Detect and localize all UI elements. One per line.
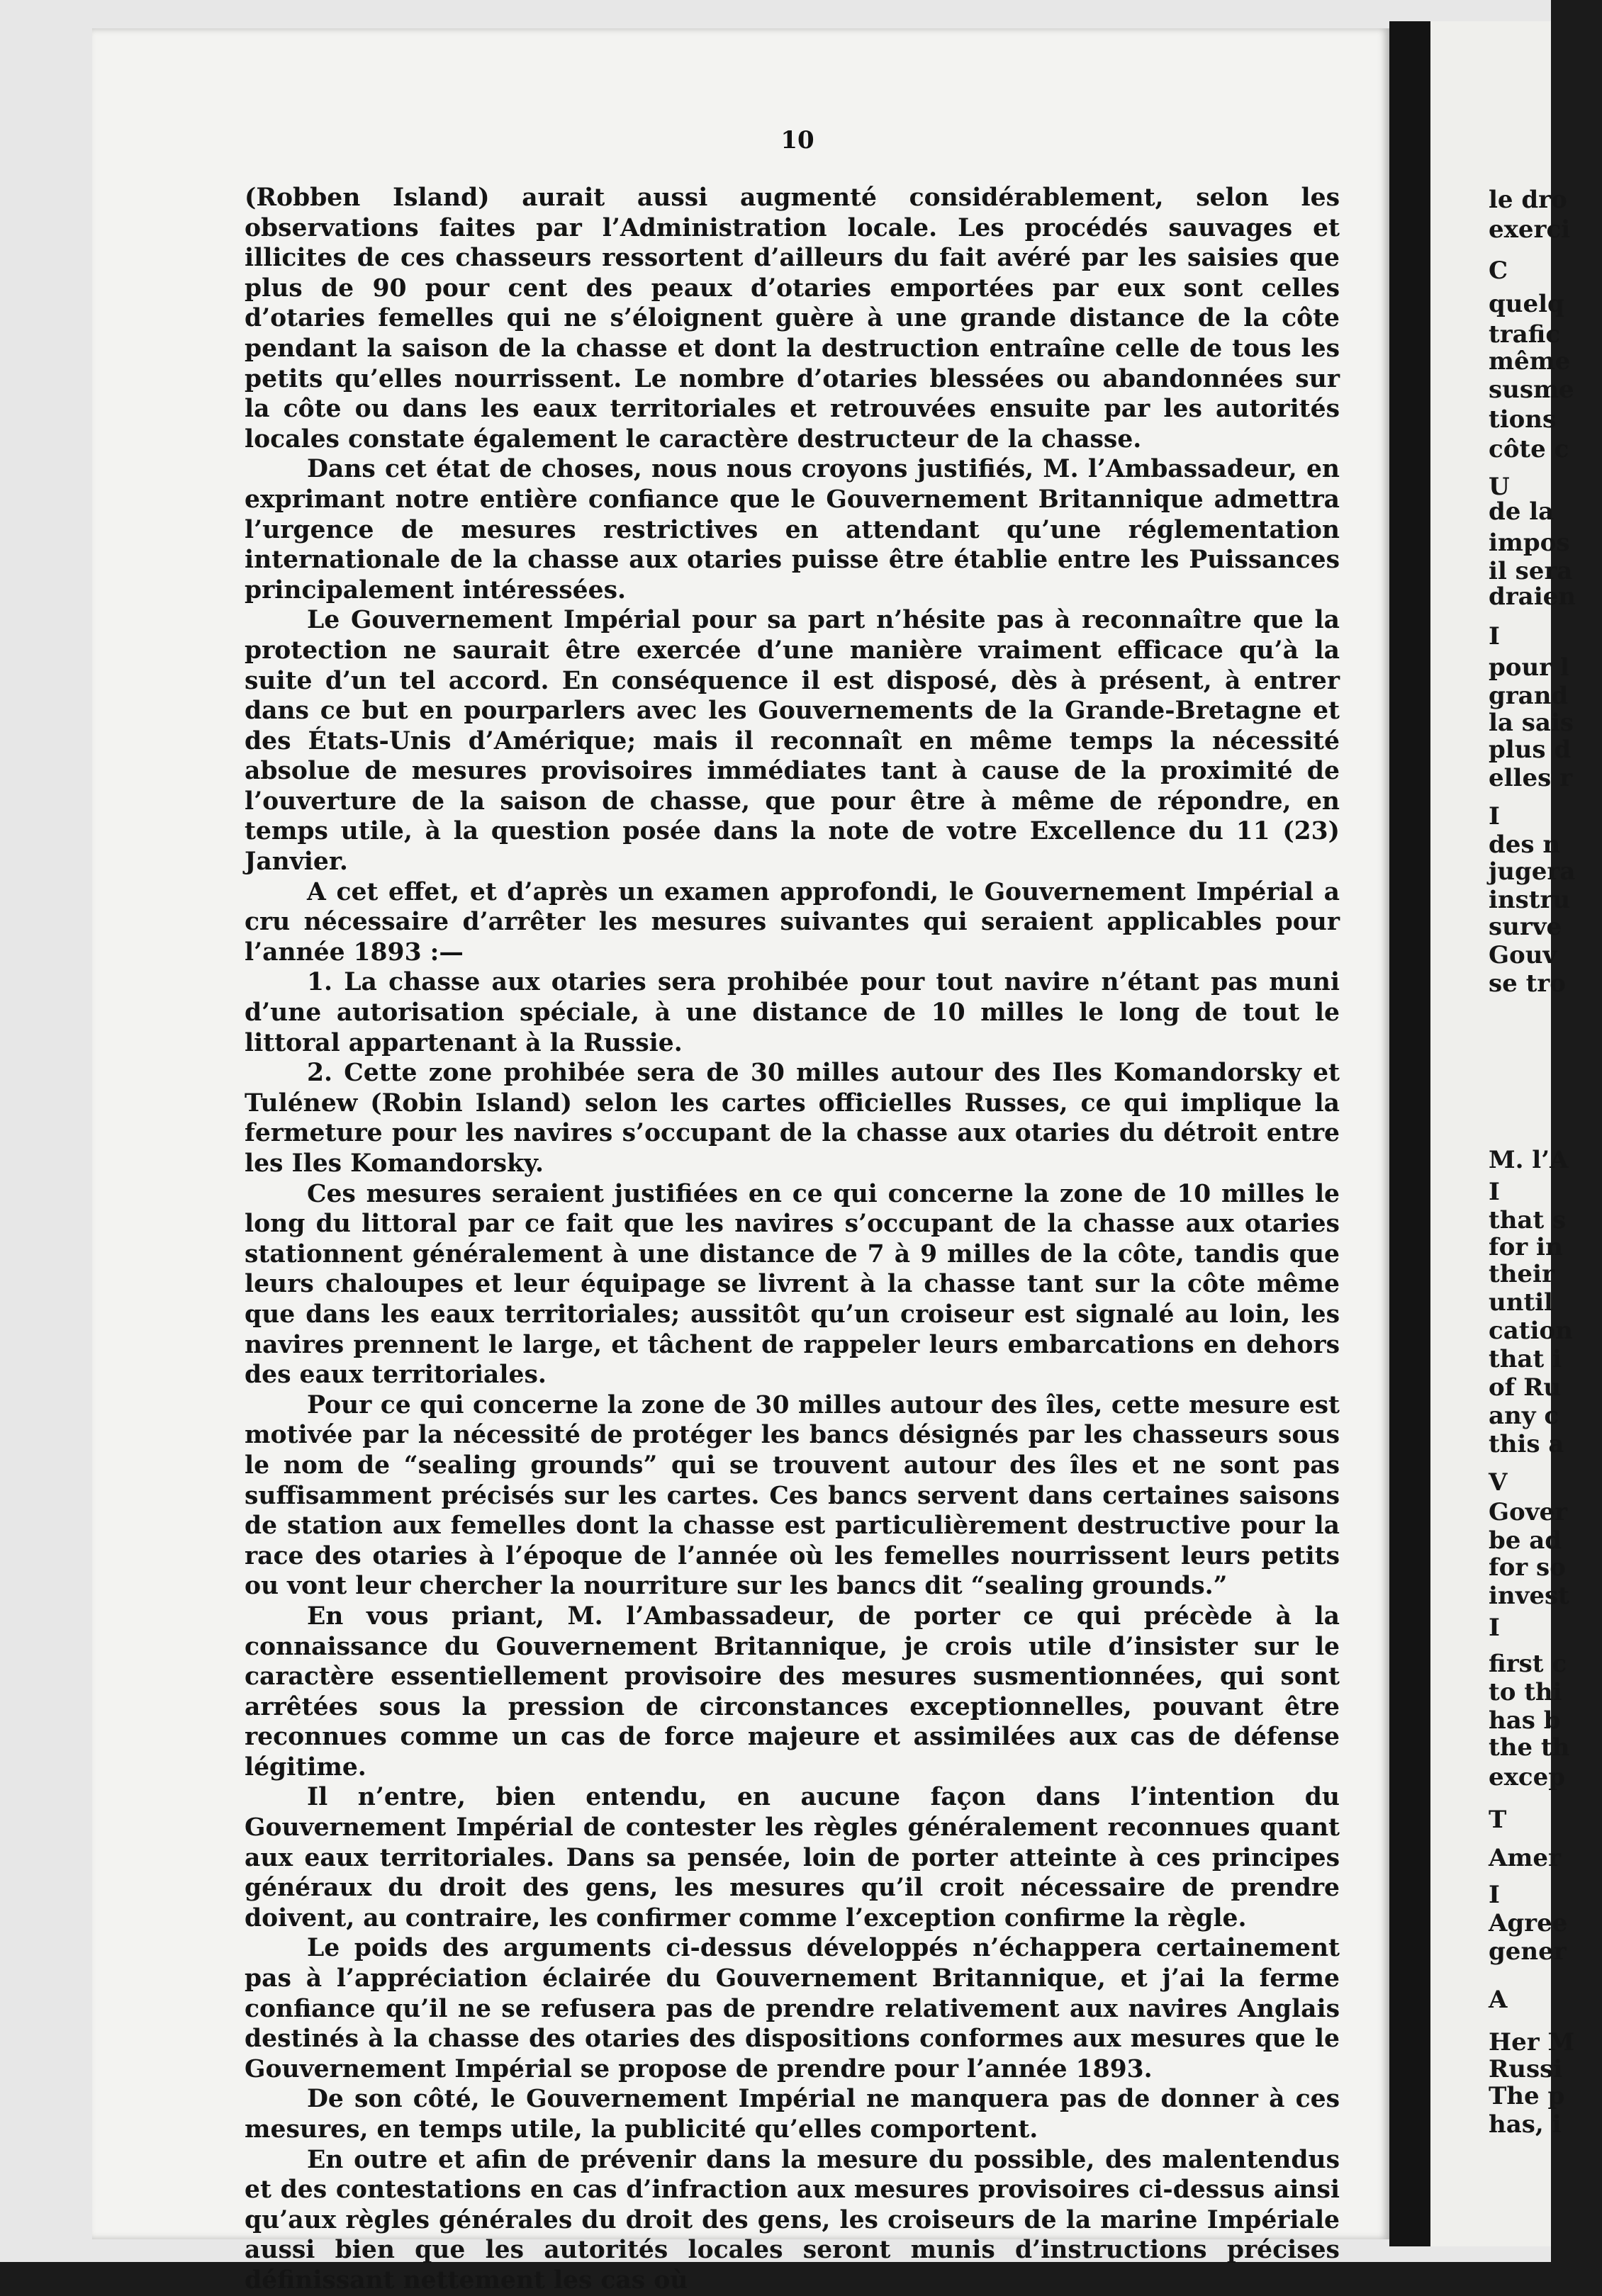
facing-page-fragment: grand [1489, 682, 1569, 710]
paragraph: Le Gouvernement Impérial pour sa part n’hésite pas à reconnaître que la protection ne saurait être exercée d’une manière vraiment efficace qu’à la suite d’un tel accord. En conséquence il est disposé, dès à présent, à entrer dans ce but en pourparlers avec les Gouvernements de la Grande-Bretagne et des États-Unis d’Amérique; mais il reconnaît en même temps la nécessité absolue de mesures provisoires immédiates tant à cause de la proximité de l’ouverture de la saison de chasse, que pour être à même de répondre, en temps utile, à la question posée dans la note de votre Excellence du 11 (23) Janvier. [245, 606, 1340, 877]
facing-page-fragment: invest [1489, 1582, 1569, 1610]
facing-page-fragment: se tro [1489, 969, 1566, 998]
facing-page-fragment: tions [1489, 405, 1557, 434]
facing-page-fragment: I [1489, 1881, 1500, 1909]
facing-page-fragment: pour l [1489, 653, 1569, 682]
facing-page-fragment: exerci [1489, 215, 1571, 244]
paragraph: En outre et afin de prévenir dans la mesure du possible, des malentendus et des contestations en cas d’infraction aux mesures provisoires ci-dessus ainsi qu’aux règles générales du droit des gens, les croiseurs de la marine Impériale aussi bien que les autorités locales seront munis d’instructions précises définissant nettement les cas où [245, 2145, 1340, 2295]
facing-page-fragment: A [1489, 1986, 1508, 2014]
facing-page-fragment: U [1489, 473, 1510, 501]
facing-page-fragment: for so [1489, 1553, 1566, 1582]
facing-page-fragment: même [1489, 347, 1571, 376]
paragraph: 2. Cette zone prohibée sera de 30 milles autour des Iles Komandorsky et Tulénew (Robin Island) selon les cartes officielles Russes, ce qui implique la fermeture pour les navires s’occupant de la chasse aux otaries du détroit entre les Iles Komandorsky. [245, 1059, 1340, 1178]
facing-page-fragment: has b [1489, 1706, 1561, 1735]
paragraph: De son côté, le Gouvernement Impérial ne manquera pas de donner à ces mesures, en temps utile, la publicité qu’elles comportent. [245, 2085, 1340, 2144]
paragraph: (Robben Island) aurait aussi augmenté considérablement, selon les observations faites par l’Administration locale. Les procédés sauvages et illicites de ces chasseurs ressortent d’ailleurs du fait avéré par les saisies que plus de 90 pour cent des peaux d’otaries emportées par eux sont celles d’otaries femelles qui ne s’éloignent guère à une grande distance de la côte pendant la saison de la chasse et dont la destruction entraîne celle de tous les petits qu’elles nourrissent. Le nombre d’otaries blessées ou abandonnées sur la côte ou dans les eaux territoriales et retrouvées ensuite par les autorités locales constate également le caractère destructeur de la chasse. [245, 184, 1340, 454]
facing-page-fragment: I [1489, 802, 1500, 831]
facing-page-fragment: Russi [1489, 2055, 1563, 2083]
facing-page-fragment: Agree [1489, 1909, 1568, 1937]
paragraph: 1. La chasse aux otaries sera prohibée pour tout navire n’étant pas muni d’une autorisation spéciale, à une distance de 10 milles le long de tout le littoral appartenant à la Russie. [245, 968, 1340, 1057]
paragraph: Pour ce qui concerne la zone de 30 milles autour des îles, cette mesure est motivée par la nécessité de protéger les bancs désignés par les chasseurs sous le nom de “sealing grounds” qui se trouvent autour des îles et ne sont pas suffisamment précisés sur les cartes. Ces bancs servent dans certaines saisons de station aux femelles dont la chasse est particulièrement destructive pour la race des otaries à l’époque de l’année où les femelles nourrissent leurs petits ou vont leur chercher la nourriture sur les bancs dit “sealing grounds.” [245, 1390, 1340, 1601]
facing-page-fragment: le dro [1489, 186, 1567, 214]
paragraph: A cet effet, et d’après un examen approfondi, le Gouvernement Impérial a cru nécessaire d’arrêter les mesures suivantes qui seraient applicables pour l’année 1893 :— [245, 877, 1340, 967]
facing-page-fragment: I [1489, 1178, 1500, 1206]
book-gutter [1389, 21, 1430, 2246]
facing-page-fragment: that s [1489, 1206, 1567, 1234]
facing-page-fragment: The p [1489, 2082, 1565, 2110]
facing-page-fragment: jugera [1489, 857, 1576, 886]
facing-page-fragment: that i [1489, 1345, 1562, 1373]
facing-page-fragment: I [1489, 622, 1500, 651]
facing-page-fragment: des n [1489, 831, 1561, 859]
facing-page-fragment: trafic [1489, 320, 1561, 349]
page-number: 10 [780, 126, 814, 154]
facing-page-fragment: this a [1489, 1430, 1564, 1458]
facing-page-fragment: gener [1489, 1937, 1567, 1966]
facing-page-fragment: C [1489, 257, 1508, 285]
paragraph: Le poids des arguments ci-dessus développés n’échappera certainement pas à l’appréciation éclairée du Gouvernement Britannique, et j’ai la ferme confiance qu’il ne se refusera pas de prendre relativement aux navires Anglais destinés à la chasse des otaries des dispositions conformes aux mesures que le Gouvernement Impérial se propose de prendre pour l’année 1893. [245, 1934, 1340, 2083]
paragraph: Dans cet état de choses, nous nous croyons justifiés, M. l’Ambassadeur, en exprimant notre entière confiance que le Gouvernement Britannique admettra l’urgence de mesures restrictives en attendant qu’une réglementation internationale de la chasse aux otaries puisse être établie entre les Puissances principalement intéressées. [245, 455, 1340, 604]
facing-page-fragment: their [1489, 1260, 1555, 1288]
facing-page-fragment: instru [1489, 886, 1571, 914]
facing-page-fragment: any c [1489, 1402, 1559, 1430]
facing-page-fragment: draien [1489, 583, 1576, 611]
facing-page-fragment: I [1489, 1614, 1500, 1642]
facing-page-fragment: Gouv [1489, 941, 1557, 969]
facing-page-fragment: quelq [1489, 290, 1564, 318]
document-body [245, 183, 1340, 2296]
facing-page-fragment: for in [1489, 1233, 1563, 1261]
facing-page-fragment: V [1489, 1468, 1508, 1497]
facing-page-fragment: cation [1489, 1317, 1573, 1345]
facing-page-fragment: elles r [1489, 764, 1572, 792]
facing-page-fragment: to thi [1489, 1678, 1562, 1706]
facing-page-fragment: il sera [1489, 557, 1573, 585]
facing-page-fragment: be ad [1489, 1526, 1562, 1555]
facing-page-fragment: la sais [1489, 709, 1574, 737]
facing-page-fragment: first c [1489, 1650, 1567, 1678]
facing-page-fragment: has, i [1489, 2110, 1562, 2139]
facing-page-fragment: surve [1489, 913, 1562, 941]
facing-page-fragment: Gover [1489, 1498, 1568, 1526]
paragraph: Ces mesures seraient justifiées en ce qui concerne la zone de 10 milles le long du littoral par ce fait que les navires s’occupant de la chasse aux otaries stationnent généralement à une distance de 7 à 9 milles de la côte, tandis que leurs chaloupes et leur équipage se livrent à la chasse tant sur la côte même que dans les eaux territoriales; aussitôt qu’un croiseur est signalé au loin, les navires prennent le large, et tâchent de rappeler leurs embarcations en dehors des eaux territoriales. [245, 1179, 1340, 1390]
paragraph: En vous priant, M. l’Ambassadeur, de porter ce qui précède à la connaissance du Gouvernement Britannique, je crois utile d’insister sur le caractère essentiellement provisoire des mesures susmentionnées, qui sont arrêtées sous la pression de circonstances exceptionnelles, pouvant être reconnues comme un cas de force majeure et assimilées aux cas de défense légitime. [245, 1602, 1340, 1782]
facing-page-fragment: excep [1489, 1763, 1566, 1791]
paragraph: Il n’entre, bien entendu, en aucune façon dans l’intention du Gouvernement Impérial de contester les règles généralement reconnues quant aux eaux territoriales. Dans sa pensée, loin de porter atteinte à ces principes généraux du droit des gens, les mesures qu’il croit nécessaire de prendre doivent, au contraire, les confirmer comme l’exception confirme la règle. [245, 1783, 1340, 1932]
facing-page-fragment: T [1489, 1806, 1507, 1834]
facing-page-fragment: susme [1489, 376, 1574, 404]
facing-page-fragment: Amer [1489, 1844, 1561, 1872]
facing-page-fragment: until [1489, 1288, 1553, 1317]
facing-page-fragment: impos [1489, 529, 1570, 557]
facing-page-fragment: plus d [1489, 736, 1572, 764]
facing-page-fragment: M. l’A [1489, 1146, 1569, 1174]
facing-page-fragment: côte c [1489, 435, 1569, 463]
facing-page-fragment: Her M [1489, 2028, 1575, 2056]
facing-page-fragment: the th [1489, 1733, 1570, 1762]
facing-page-fragment: de la [1489, 497, 1555, 526]
facing-page-fragment: of Ru [1489, 1373, 1562, 1402]
